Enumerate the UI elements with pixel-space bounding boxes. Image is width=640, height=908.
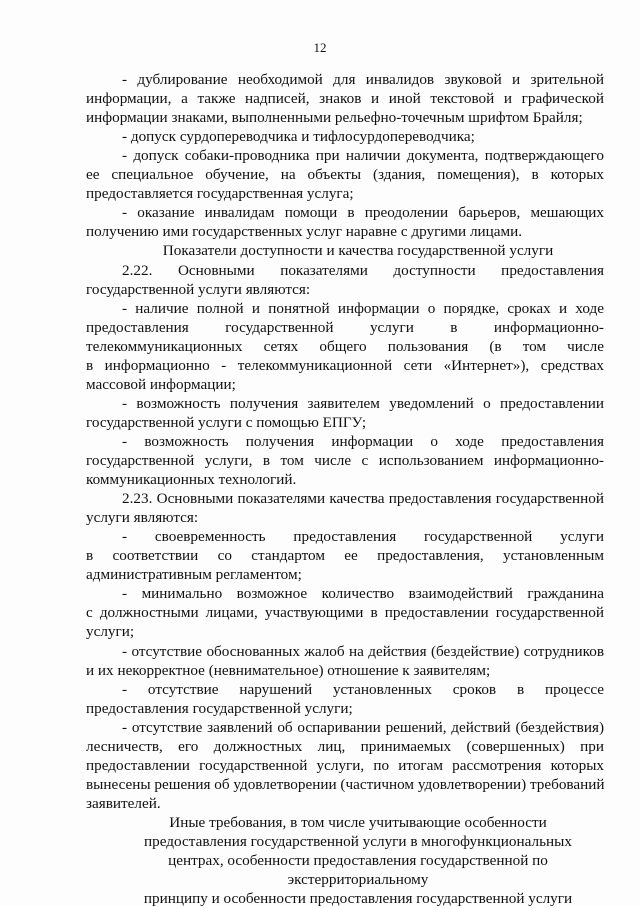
text-line: - отсутствие обоснованных жалоб на действия (бездействие) сотрудников: [122, 642, 604, 660]
text-line: - возможность получения заявителем уведомлений о предоставлении: [122, 394, 604, 412]
page-number: 12: [313, 40, 327, 55]
text-line: 2.23. Основными показателями качества предоставления государственной: [122, 490, 604, 508]
text-line: - отсутствие заявлений об оспаривании решений, действий (бездействия): [122, 718, 604, 736]
text-line: государственной услуги являются:: [86, 280, 311, 298]
text-line: предоставления государственной услуги в многофункциональных: [144, 833, 572, 850]
text-line: телекоммуникационных сетях общего пользования (в том числе: [86, 337, 604, 355]
text-line: государственной услуги, в том числе с использованием информационно-: [86, 452, 604, 469]
text-line: Показатели доступности и качества государственной услуги: [162, 242, 554, 260]
text-line: государственной услуги с помощью ЕПГУ;: [86, 413, 367, 431]
text-line: - своевременность предоставления государственной услуги: [122, 528, 604, 546]
text-line: - наличие полной и понятной информации о порядке, сроках и ходе: [122, 299, 604, 317]
text-line: предоставляется государственная услуга;: [86, 185, 354, 203]
text-line: - возможность получения информации о ходе предоставления: [122, 432, 604, 450]
text-line: получению ими государственных услуг наравне с другими лицами.: [86, 223, 523, 241]
text-line: лесничеств, его должностных лиц, принимаемых (совершенных) при: [86, 737, 604, 755]
text-line: - минимально возможное количество взаимодействий гражданина: [122, 585, 604, 603]
text-line: предоставлении государственной услуги, по итогам рассмотрения которых: [86, 756, 604, 774]
text-line: Иные требования, в том числе учитывающие особенности: [169, 813, 547, 831]
text-line: заявителей.: [86, 794, 161, 812]
text-line: вынесены решения об удовлетворении (частичном удовлетворении) требований: [86, 775, 605, 793]
text-line: массовой информации;: [86, 375, 236, 393]
text-line: - допуск сурдопереводчика и тифлосурдопереводчика;: [122, 128, 475, 146]
text-line: в информационно - телекоммуникационной сети «Интернет»), средствах: [86, 356, 604, 374]
text-line: в соответствии со стандартом ее предоставления, установленным: [86, 547, 604, 565]
text-line: принципу и особенности предоставления государственной услуги: [143, 890, 573, 908]
text-line: - отсутствие нарушений установленных сроков в процессе: [122, 680, 604, 698]
text-line: 2.22. Основными показателями доступности предоставления: [122, 261, 604, 279]
text-line: услуги являются:: [86, 509, 199, 527]
text-line: - дублирование необходимой для инвалидов звуковой и зрительной: [122, 71, 604, 88]
text-line: центрах, особенности предоставления государственной по: [168, 852, 548, 870]
text-line: с должностными лицами, участвующими в предоставлении государственной: [86, 604, 604, 622]
text-line: информации, а также надписей, знаков и иной текстовой и графической: [86, 90, 604, 108]
text-line: ее специальное обучение, на объекты (здания, помещения), в которых: [86, 166, 604, 184]
text-line: информации знаками, выполненными рельефно-точечным шрифтом Брайля;: [86, 109, 583, 127]
text-line: предоставления государственной услуги;: [86, 699, 353, 717]
text-line: - допуск собаки-проводника при наличии документа, подтверждающего: [122, 147, 604, 165]
text-line: услуги;: [86, 623, 135, 641]
text-line: предоставления государственной услуги в информационно-: [86, 318, 604, 336]
text-line: коммуникационных технологий.: [86, 471, 297, 489]
text-line: и их некорректное (невнимательное) отношение к заявителям;: [86, 661, 491, 679]
text-line: - оказание инвалидам помощи в преодолении барьеров, мешающих: [122, 204, 604, 222]
text-line: административным регламентом;: [86, 566, 302, 584]
text-line: экстерриториальному: [287, 871, 429, 889]
